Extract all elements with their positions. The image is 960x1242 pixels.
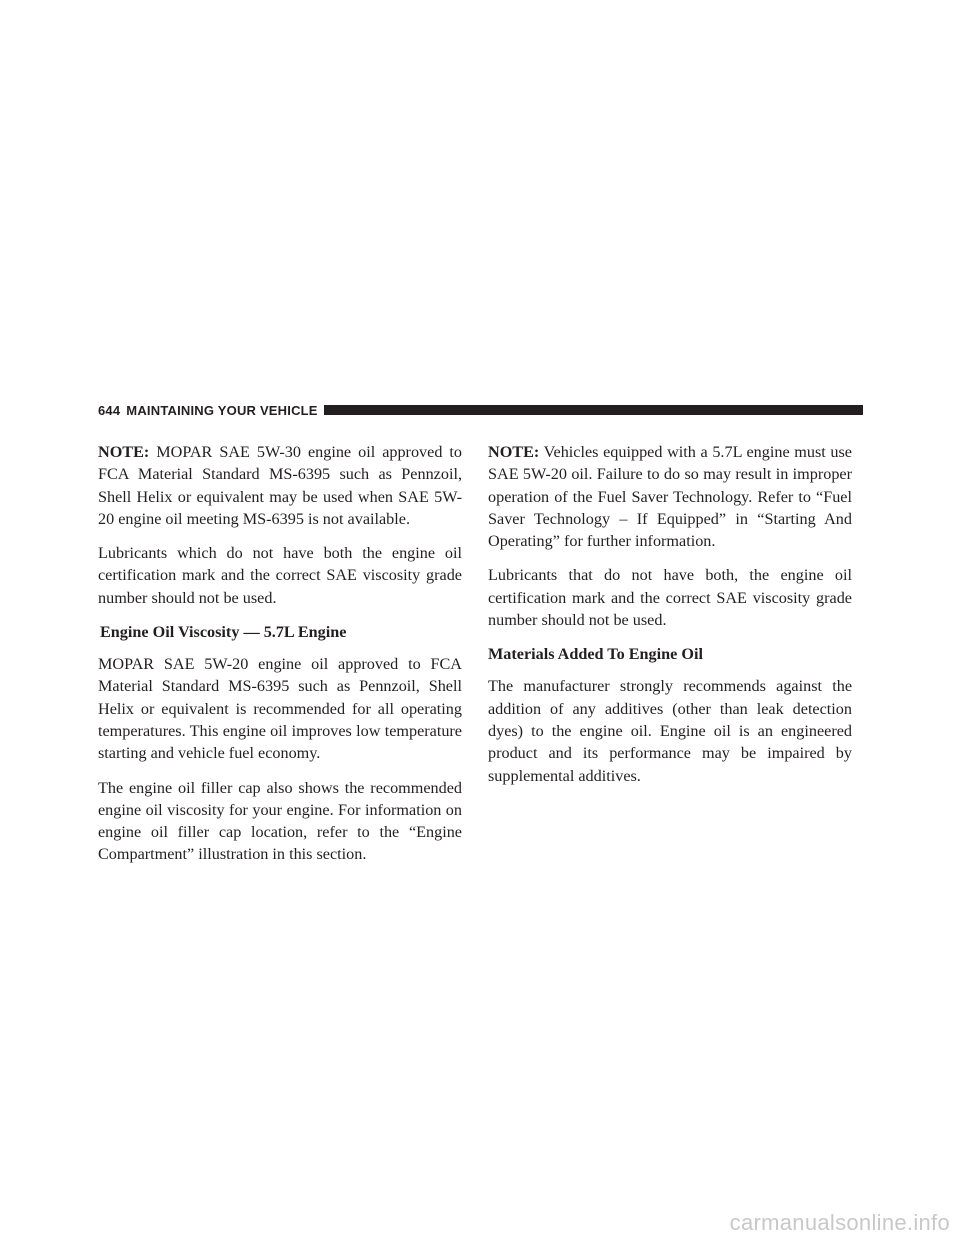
note-paragraph [488,441,852,552]
section-title: MAINTAINING YOUR VEHICLE [126,402,318,418]
page-number: 644 [98,402,121,418]
body-paragraph: Lubricants which do not have both the engine oil certification mark and the correct SAE viscosity grade number should not be used. [98,544,462,607]
body-paragraph: Lubricants that do not have both, the engine oil certification mark and the correct SAE viscosity grade number should not be used. [488,566,852,630]
body-paragraph: The engine oil filler cap also shows the recommended engine oil viscosity for your engine. For information on engine oil filler cap location, refer to the “Engine Compartment” illustration in this section. [98,778,462,864]
header-rule [324,405,863,415]
note-label: NOTE: [98,443,150,461]
note-paragraph [98,441,462,530]
note-text: MOPAR SAE 5W-30 engine oil approved to FCA Material Standard MS-6395 such as Pennzoil, Shell Helix or equivalent may be used when SAE 5W-20 engine oil meeting MS-6395 is not available. [98,443,462,528]
body-paragraph: MOPAR SAE 5W-20 engine oil approved to FCA Material Standard MS-6395 such as Pennzoil, Shell Helix or equivalent is recommended for all operating temperatures. This engine oil improves low temperature starting and vehicle fuel economy. [98,655,462,763]
right-column [488,441,852,799]
body-paragraph: The manufacturer strongly recommends against the addition of any additives (other than leak detection dyes) to the engine oil. Engine oil is an engineered product and its performance may be impaired by supplemental additives. [488,677,852,785]
page-header [98,400,863,420]
note-label: NOTE: [488,443,540,461]
watermark: carmanualsonline.info [729,1210,950,1235]
section-heading: Engine Oil Viscosity — 5.7L Engine [100,623,347,642]
section-heading: Materials Added To Engine Oil [488,645,703,664]
note-text: Vehicles equipped with a 5.7L engine must use SAE 5W-20 oil. Failure to do so may result in improper operation of the Fuel Saver Technology. Refer to “Fuel Saver Technology – If Equipped” in “Starting And Operating” for further information. [488,443,852,551]
left-column [98,441,462,878]
